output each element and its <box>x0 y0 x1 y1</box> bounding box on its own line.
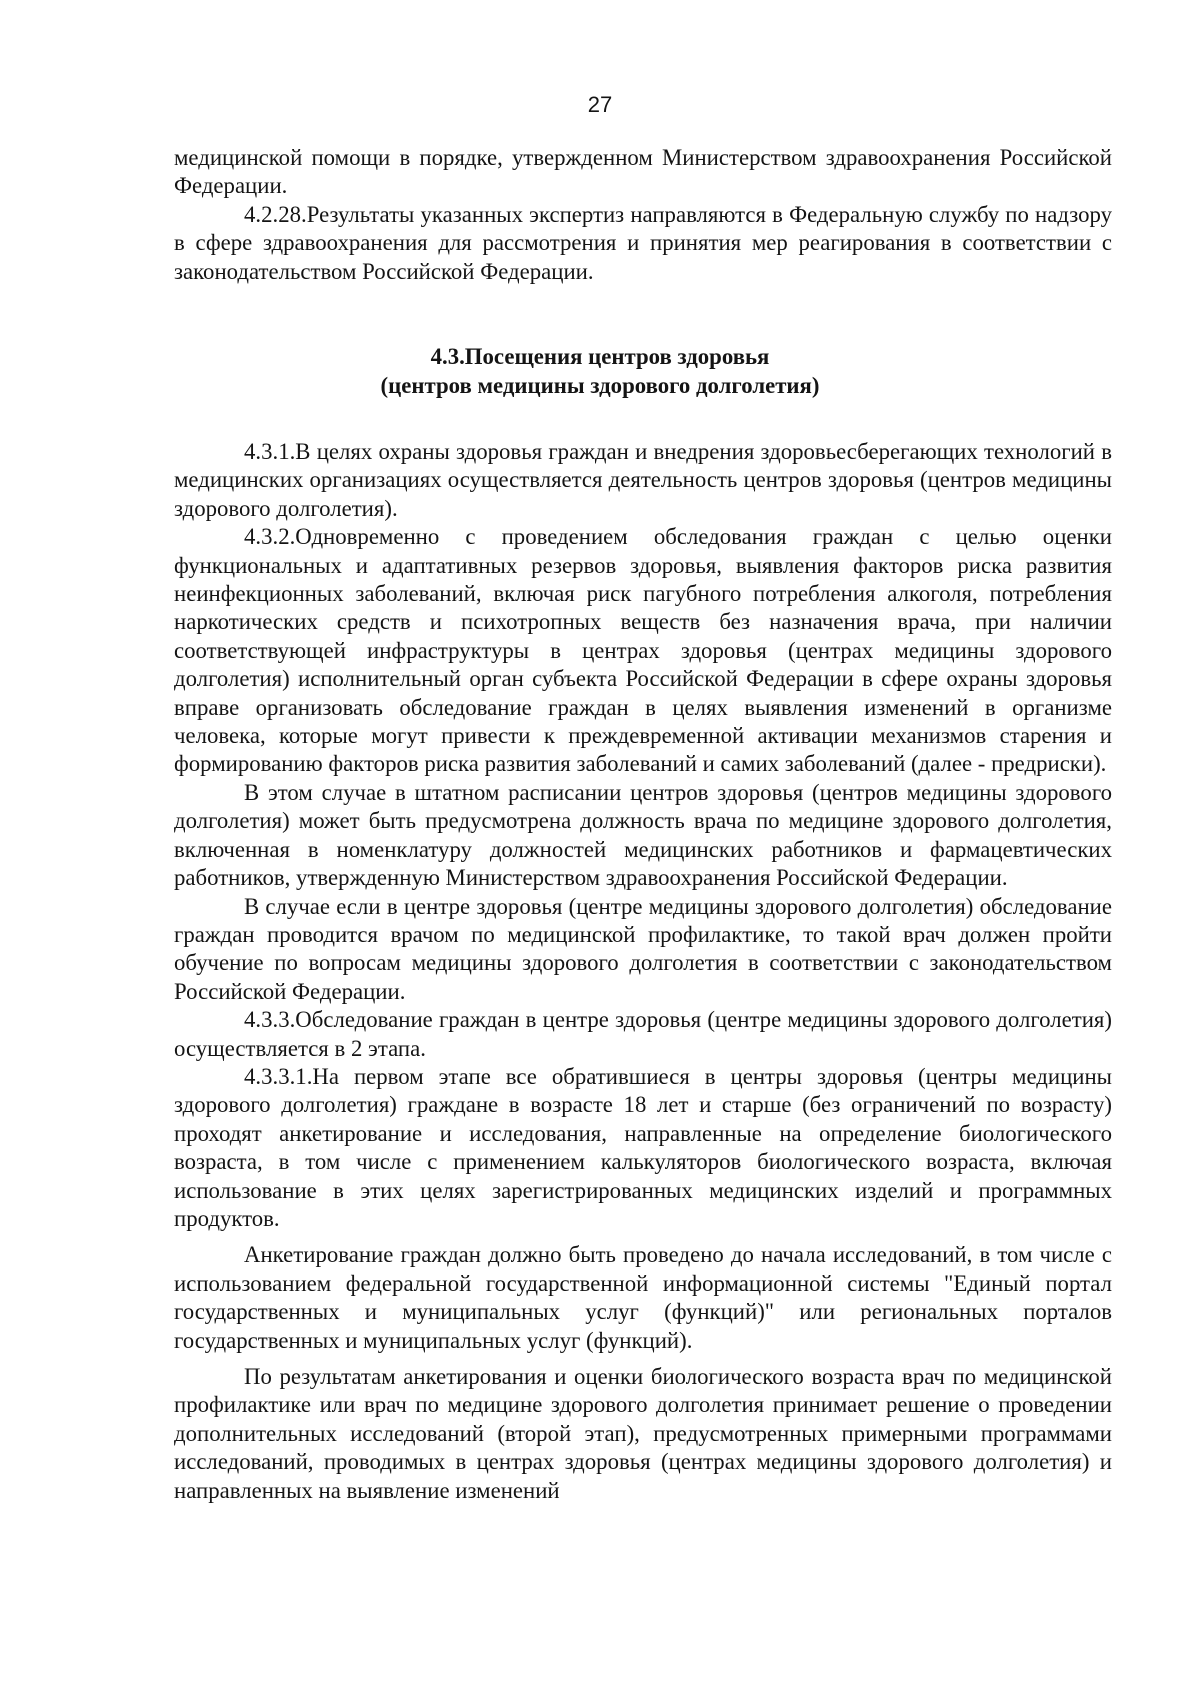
paragraph-results: По результатам анкетирования и оценки биологического возраста врач по медицинской профилактике или врач по медицине здорового долголетия принимает решение о проведении дополнительных исследований (второй этап), предусмотренных примерными программами исследований, проводимых в центрах здоровья (центрах медицины здорового долголетия) и направленных на выявление изменений <box>174 1364 1112 1503</box>
paragraph-survey: Анкетирование граждан должно быть проведено до начала исследований, в том числе с использованием федеральной государственной информационной системы "Единый портал государственных и муниципальных услуг (функций)" или региональных порталов государственных и муниципальных услуг (функций). <box>174 1242 1112 1353</box>
section-heading <box>0 342 1200 400</box>
section-heading-line2: (центров медицины здорового долголетия) <box>380 373 820 398</box>
text-block-top <box>174 144 1112 286</box>
paragraph-4-3-1: 4.3.1.В целях охраны здоровья граждан и внедрения здоровьесберегающих технологий в медицинских организациях осуществляется деятельность центров здоровья (центров медицины здорового долголетия). <box>174 439 1112 521</box>
paragraph-4-3-3: 4.3.3.Обследование граждан в центре здоровья (центре медицины здорового долголетия) осуществляется в 2 этапа. <box>174 1007 1112 1061</box>
paragraph-4-2-28: 4.2.28.Результаты указанных экспертиз направляются в Федеральную службу по надзору в сфере здравоохранения для рассмотрения и принятия мер реагирования в соответствии с законодательством Российской Федерации. <box>174 201 1112 284</box>
paragraph-4-3-2: 4.3.2.Одновременно с проведением обследования граждан с целью оценки функциональных и адаптативных резервов здоровья, выявления факторов риска развития неинфекционных заболеваний, включая риск пагубного потребления алкоголя, потребления наркотических средств и психотропных веществ без назначения врача, при наличии соответствующей инфраструктуры в центрах здоровья (центрах медицины здорового долголетия) исполнительный орган субъекта Российской Федерации в сфере охраны здоровья вправе организовать обследование граждан в целях выявления изменений в организме человека, которые могут привести к преждевременной активации механизмов старения и формированию факторов риска развития заболеваний и самих заболеваний (далее - предриски). <box>174 524 1112 777</box>
paragraph-continuation: медицинской помощи в порядке, утвержденном Министерством здравоохранения Российской Федерации. <box>174 145 1112 199</box>
paragraph-training: В случае если в центре здоровья (центре медицины здорового долголетия) обследование граждан проводится врачом по медицинской профилактике, то такой врач должен пройти обучение по вопросам медицины здорового долголетия в соответствии с законодательством Российской Федерации. <box>174 893 1112 1004</box>
page-number: 27 <box>587 92 613 117</box>
section-heading-line1: 4.3.Посещения центров здоровья <box>430 344 770 369</box>
paragraph-staff: В этом случае в штатном расписании центров здоровья (центров медицины здорового долголетия) может быть предусмотрена должность врача по медицине здорового долголетия, включенная в номенклатуру должностей медицинских работников и фармацевтических работников, утвержденную Министерством здравоохранения Российской Федерации. <box>174 779 1112 891</box>
text-block-main <box>174 438 1112 1505</box>
paragraph-4-3-3-1: 4.3.3.1.На первом этапе все обратившиеся в центры здоровья (центры медицины здорового долголетия) граждане в возрасте 18 лет и старше (без ограничений по возрасту) проходят анкетирование и исследования, направленные на определение биологического возраста, в том числе с применением калькуляторов биологического возраста, включая использование в этих целях зарегистрированных медицинских изделий и программных продуктов. <box>174 1063 1112 1231</box>
